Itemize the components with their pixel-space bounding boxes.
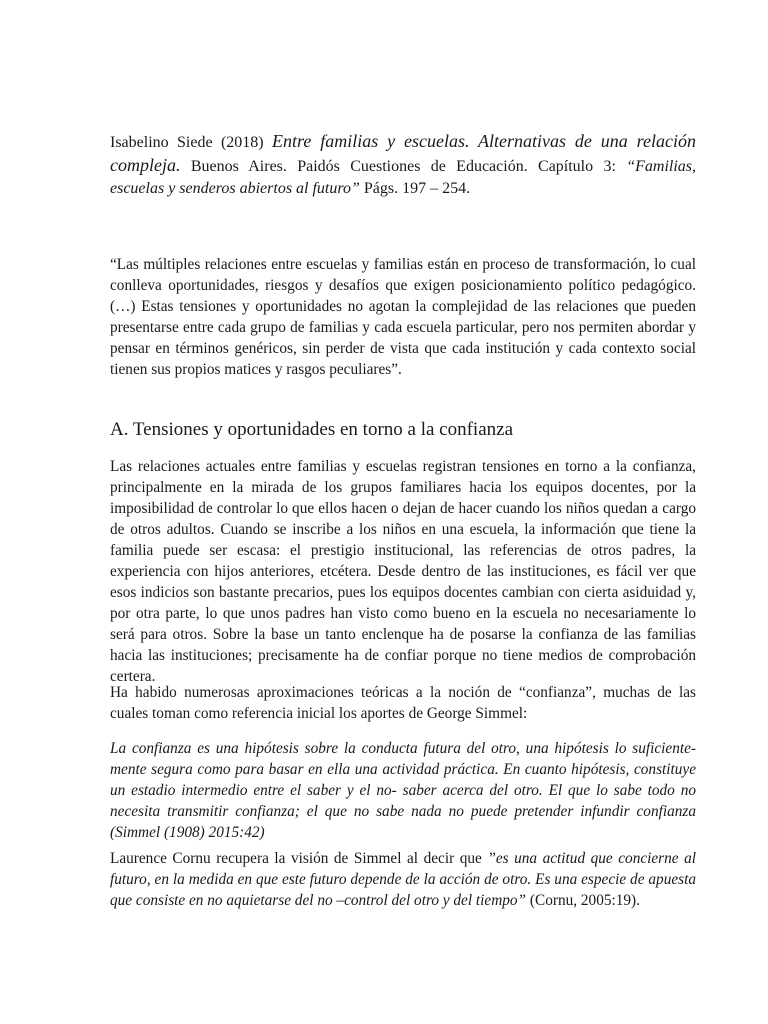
cornu-paragraph (110, 848, 696, 911)
reference-chapter: “Familias, escuelas y senderos abiertos al futuro” (110, 158, 697, 197)
reference-author: Isabelino Siede (2018) (110, 134, 264, 151)
section-heading: A. Tensiones y oportunidades en torno a la confianza (110, 419, 514, 440)
reference-title: Entre familias y escuelas. Alternativas de una relación compleja. (110, 131, 696, 175)
cornu-quote: ”es una actitud que concierne al futuro, en la medida en que este futuro depende de la acción de otro. Es una especie de apuesta que consiste en no aquietarse del no –control del otro y del tiempo” (110, 850, 697, 909)
cornu-citation: (Cornu, 2005:19). (529, 892, 640, 909)
body-paragraph-2: Ha habido numerosas aproximaciones teóricas a la noción de “confianza”, muchas de las cuales toman como referencia inicial los aportes de George Simmel: (110, 684, 696, 722)
bibliographic-reference (110, 130, 696, 200)
body-paragraph-1: Las relaciones actuales entre familias y escuelas registran tensiones en torno a la confianza, principalmente en la mirada de los grupos familiares hacia los equipos docentes, por la imposibilidad de controlar lo que ellos hacen o dejan de hacer cuando los niños quedan a cargo de otros adultos. Cuando se inscribe a los niños en una escuela, la información que tiene la familia puede ser escasa: el prestigio institucional, las referencias de otros padres, la experiencia con hijos anteriores, etcétera. Desde dentro de las instituciones, es fácil ver que esos indicios son bastante precarios, pues los equipos docentes cambian con cierta asiduidad y, por otra parte, lo que unos padres han visto como bueno en la escuela no necesariamente lo será para otros. Sobre la base un tanto enclenque ha de posarse la confianza de las familias hacia las instituciones; precisamente ha de confiar porque no tiene medios de comprobación certera. (110, 458, 696, 685)
opening-quote: “Las múltiples relaciones entre escuelas y familias están en proceso de transformación, lo cual conlleva oportunidades, riesgos y desafíos que exigen posicionamiento político pedagógico. (…) Estas tensiones y oportunidades no agotan la complejidad de las relaciones que pueden presentarse entre cada grupo de familias y cada escuela particular, pero nos permiten abordar y pensar en términos genéricos, sin perder de vista que cada institución y cada contexto social tienen sus propios matices y rasgos peculiares”. (110, 256, 696, 378)
reference-publisher: Buenos Aires. Paidós Cuestiones de Educación. Capítulo 3: (190, 158, 616, 175)
simmel-quote: La confianza es una hipótesis sobre la conducta futura del otro, una hipótesis lo suficiente- mente segura como para basar en ella una actividad práctica. En cuanto hipótesis, constituye un estadio intermedio entre el saber y el no- saber acerca del otro. El que lo sabe todo no necesita transmitir confianza; el que no sabe nada no puede pretender infundir confianza (Simmel (1908) 2015:42) (110, 740, 696, 841)
reference-pages: Págs. 197 – 254. (363, 180, 471, 197)
cornu-intro: Laurence Cornu recupera la visión de Simmel al decir que (110, 850, 482, 867)
